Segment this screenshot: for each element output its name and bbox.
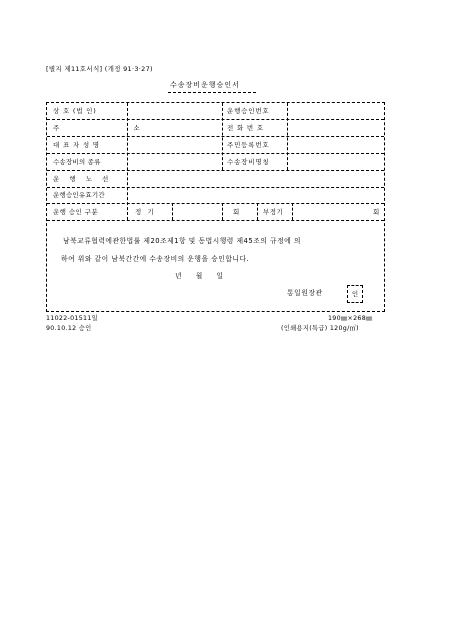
column-divider bbox=[172, 203, 173, 220]
column-divider bbox=[292, 203, 293, 220]
form-number: [별지 제11호서식] (개정 91·3·27) bbox=[46, 65, 153, 73]
row-divider bbox=[47, 153, 384, 154]
row-divider bbox=[47, 136, 384, 137]
date-line: 년 월 일 bbox=[175, 272, 230, 280]
phone-number-label: 전 화 번 호 bbox=[227, 124, 264, 132]
document-title: 수송장비운행승인서 bbox=[170, 81, 240, 89]
paper-spec: (인쇄용지(특급) 120g/㎡) bbox=[281, 325, 359, 332]
seal-box: 인 bbox=[347, 285, 363, 303]
row-divider bbox=[47, 170, 384, 171]
irregular-count-unit: 회 bbox=[373, 208, 381, 216]
form-code: 11022-01511일 bbox=[46, 315, 99, 322]
approval-form bbox=[46, 102, 385, 312]
approval-number-label: 운행승인번호 bbox=[227, 107, 270, 115]
row-divider bbox=[47, 187, 384, 188]
row-divider bbox=[47, 119, 384, 120]
notice-line-1: 남북교류협력에관한법률 제20조제1항 및 동법시행령 제45조의 규정에 의 bbox=[63, 237, 301, 245]
irregular-label: 부정기 bbox=[263, 208, 284, 216]
regular-label: 정 기 bbox=[135, 208, 156, 216]
approval-category-label: 운행 승인 구분 bbox=[53, 208, 99, 216]
notice-line-2: 하여 위와 같이 남북간간에 수송장비의 운행을 승인합니다. bbox=[61, 255, 250, 263]
company-name-label: 상 호 (법 인) bbox=[53, 107, 97, 115]
column-divider bbox=[222, 103, 223, 170]
paper-size: 190㎜×268㎜ bbox=[328, 315, 373, 322]
signer-title: 통일원장관 bbox=[287, 289, 323, 297]
address-label bbox=[53, 124, 176, 132]
vehicle-type-label: 수송장비의 종류 bbox=[53, 158, 101, 166]
title-underline bbox=[168, 92, 256, 93]
column-divider bbox=[127, 103, 128, 220]
address-label-text: 주 소 bbox=[53, 124, 176, 132]
column-divider bbox=[257, 203, 258, 220]
row-divider bbox=[47, 203, 384, 204]
approval-date: 90.10.12 승인 bbox=[46, 325, 92, 332]
vehicle-name-label: 수송장비명칭 bbox=[227, 158, 270, 166]
column-divider bbox=[287, 103, 288, 170]
representative-name-label: 대 표 자 성 명 bbox=[53, 141, 100, 149]
regular-count-unit: 회 bbox=[233, 208, 241, 216]
validity-period-label: 운행승인유효기간 bbox=[53, 191, 105, 199]
resident-number-label: 주민등록번호 bbox=[227, 141, 270, 149]
column-divider bbox=[222, 203, 223, 220]
route-label: 운 행 노 선 bbox=[53, 175, 113, 183]
row-divider bbox=[47, 220, 384, 221]
